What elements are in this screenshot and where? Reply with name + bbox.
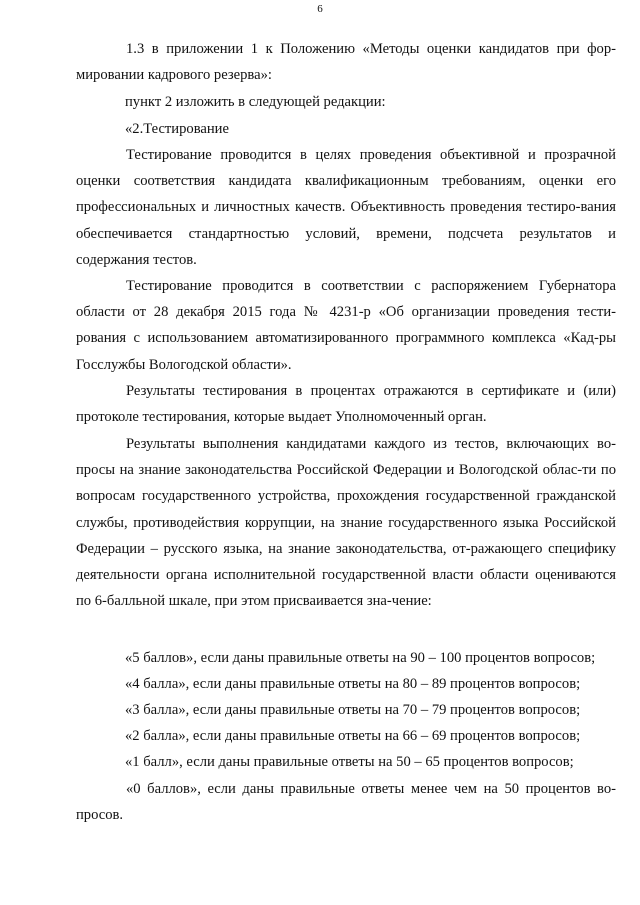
instruction-line: пункт 2 изложить в следующей редакции: bbox=[125, 94, 386, 110]
paragraph-testing-purpose: Тестирование проводится в целях проведения объективной и прозрачной оценки соответствия кандидата квалификационным требованиям, оценки его профессиональных и личностных качеств. Объективность проведения тестиро-вания обеспечивается стандартностью условий, времени, подсчета результатов и содержания тестов. bbox=[76, 147, 616, 268]
intro-paragraph: 1.3 в приложении 1 к Положению «Методы оценки кандидатов при фор-мировании кадрового резерва»: bbox=[76, 41, 616, 84]
score-item: «2 балла», если даны правильные ответы на 66 – 69 процентов вопросов; bbox=[125, 728, 581, 744]
paragraph-testing-order: Тестирование проводится в соответствии с распоряжением Губернатора области от 28 декабря 2015 года № 4231-р «Об организации проведения тести-рования с использованием автоматизированного программного комплекса «Кад-ры Госслужбы Вологодской области». bbox=[76, 278, 616, 373]
section-heading: «2.Тестирование bbox=[125, 121, 229, 137]
score-item: «5 баллов», если даны правильные ответы на 90 – 100 процентов вопросов; bbox=[125, 650, 596, 666]
page-number: 6 bbox=[317, 3, 323, 15]
score-item: «4 балла», если даны правильные ответы на 80 – 89 процентов вопросов; bbox=[125, 676, 581, 692]
paragraph-scoring-scale: Результаты выполнения кандидатами каждого из тестов, включающих во-просы на знание законодательства Российской Федерации и Вологодской облас-ти по вопросам государственного устройства, прохождения государственной гражданской службы, противодействия коррупции, на знание государственного языка Российской Федерации – русского языка, на знание законодательства, от-ражающего специфику деятельности органа исполнительной государственной власти области оцениваются по 6-балльной шкале, при этом присваивается зна-чение: bbox=[76, 436, 616, 610]
score-item: «1 балл», если даны правильные ответы на 50 – 65 процентов вопросов; bbox=[125, 754, 574, 770]
score-item: «0 баллов», если даны правильные ответы менее чем на 50 процентов во-просов. bbox=[76, 781, 616, 824]
score-item: «3 балла», если даны правильные ответы на 70 – 79 процентов вопросов; bbox=[125, 702, 581, 718]
paragraph-testing-results: Результаты тестирования в процентах отражаются в сертификате и (или) протоколе тестирования, которые выдает Уполномоченный орган. bbox=[76, 383, 616, 426]
